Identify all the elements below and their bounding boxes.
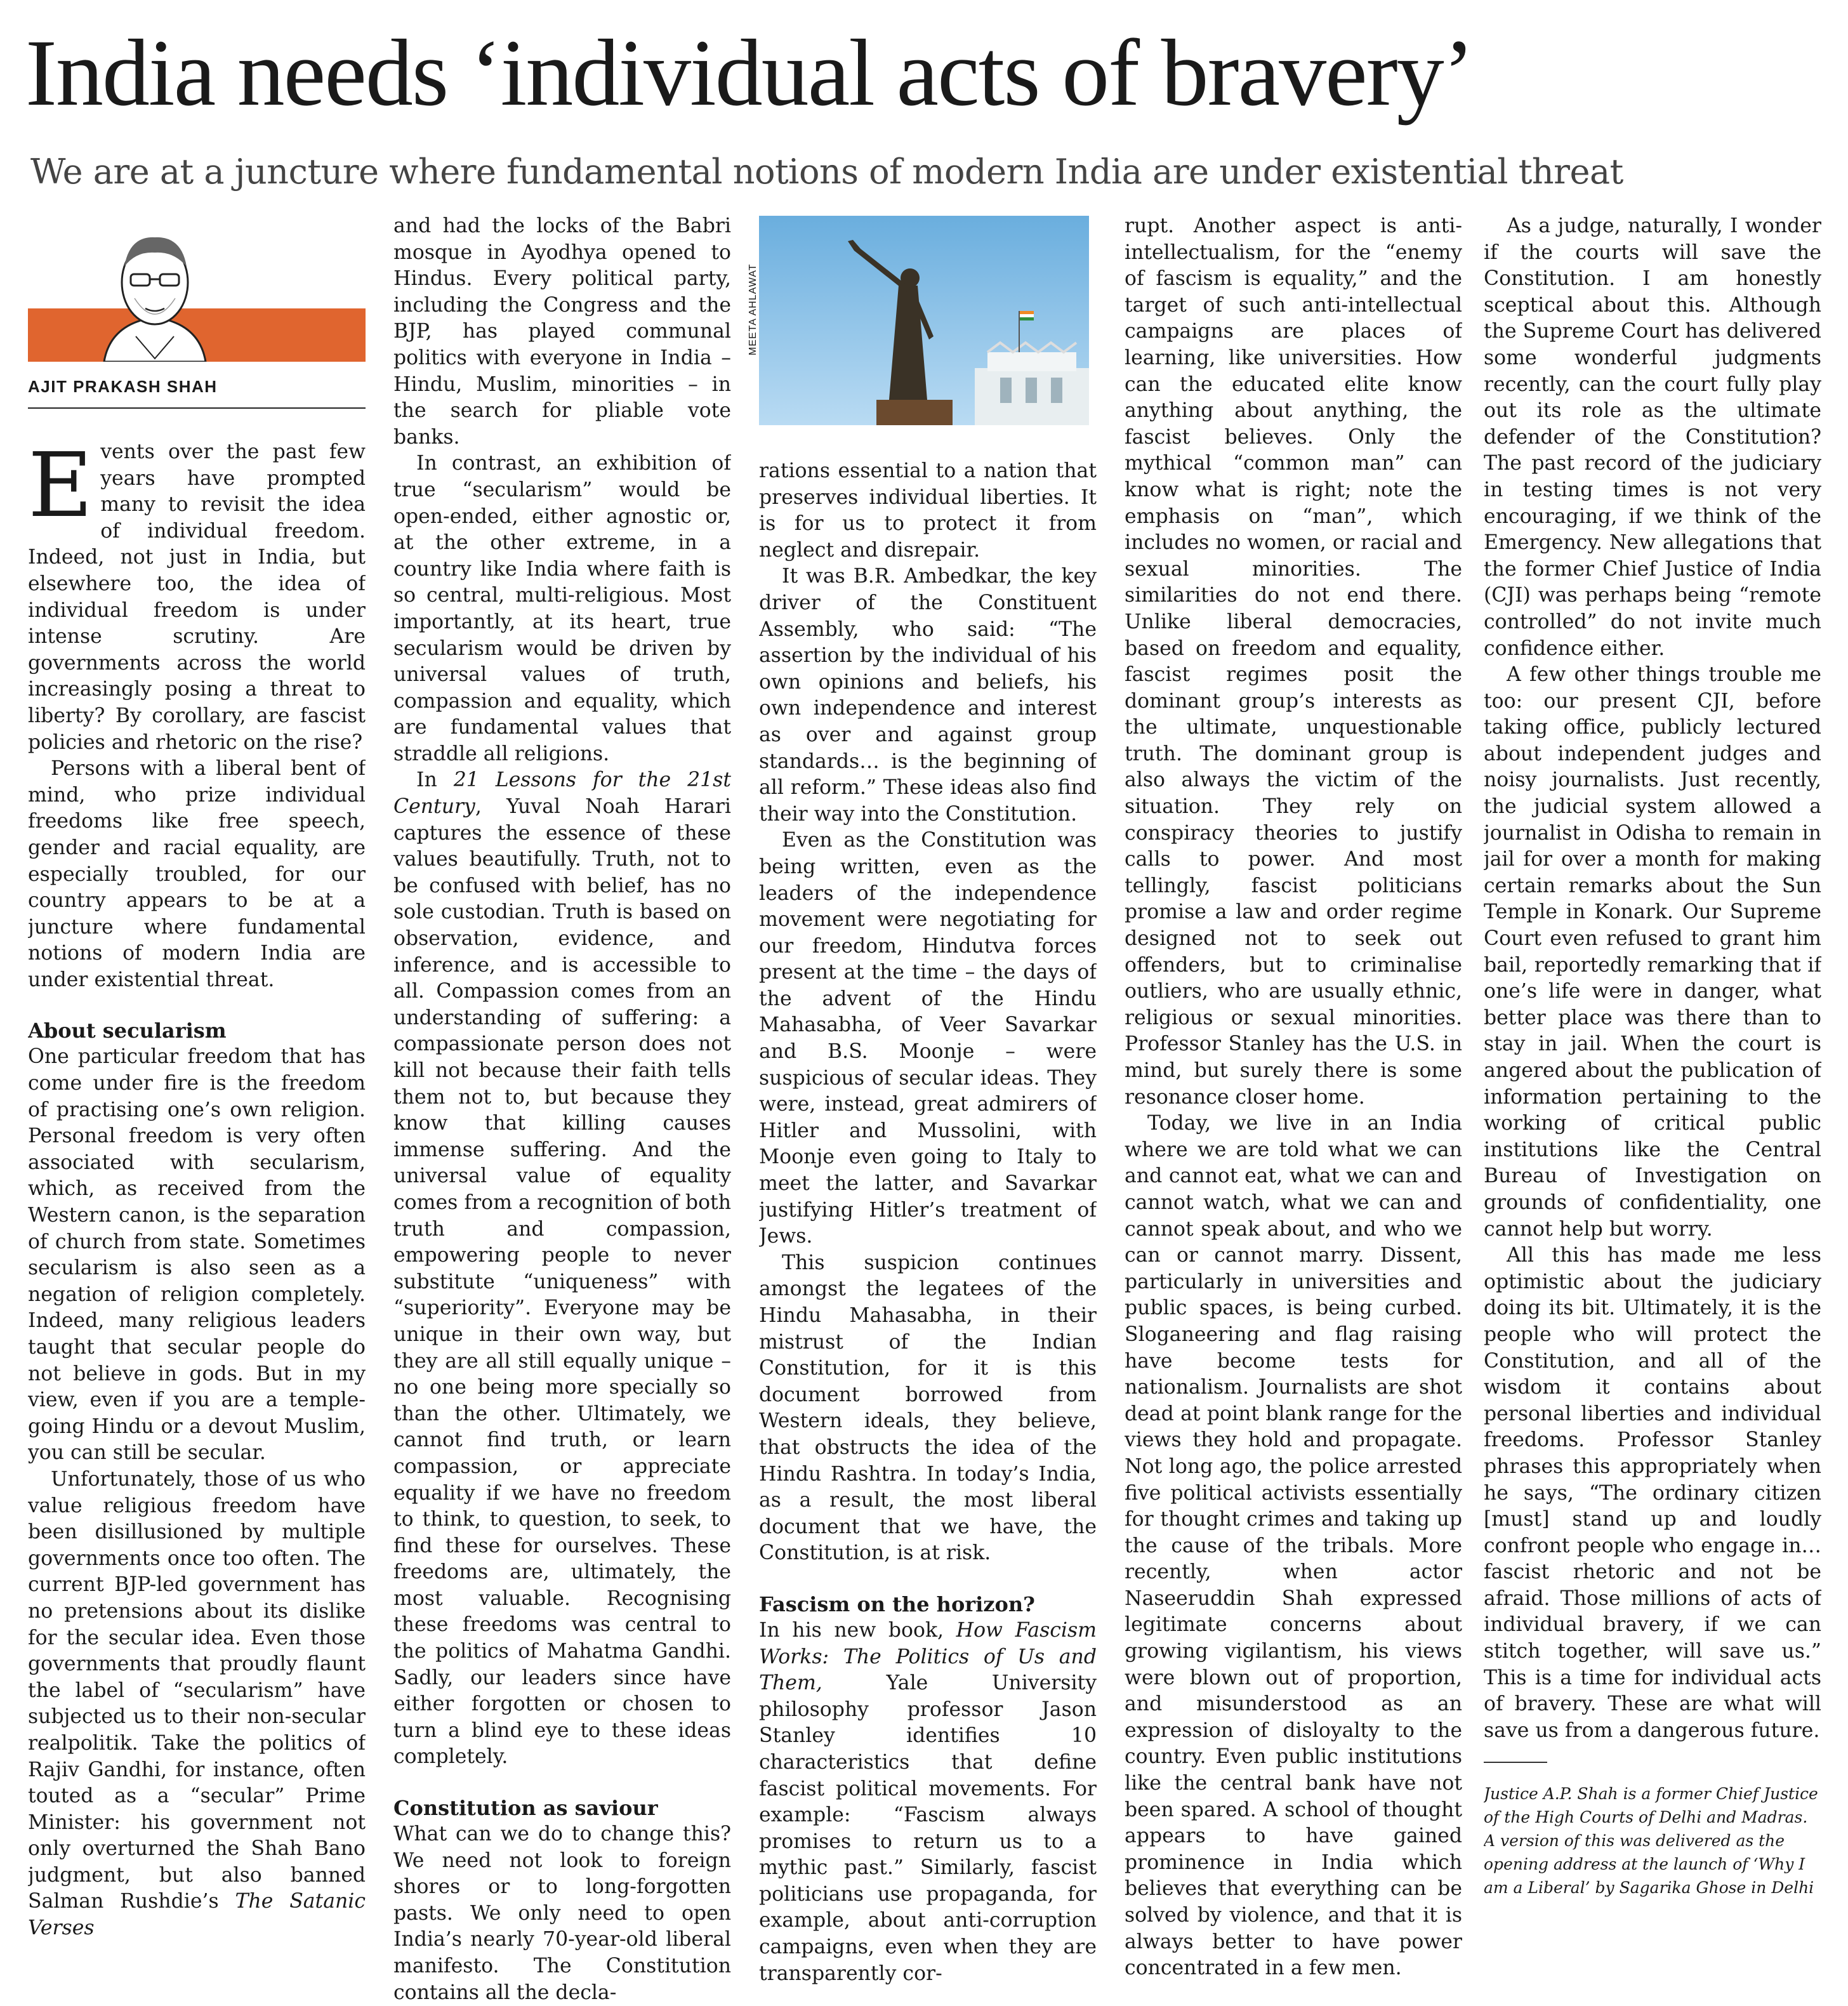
drop-cap: E bbox=[28, 434, 93, 538]
headline: India needs ‘individual acts of bravery’ bbox=[25, 20, 1474, 126]
subheading: About secularism bbox=[28, 1019, 227, 1043]
paragraph: One particular freedom that has come under fire is the freedom of practising one’s own religion. Personal freedom is very often associated with secularism, which, as received from the Western canon, is the separation of church from state. Sometimes secularism is also seen as a negation of religion completely. Indeed, many religious leaders taught that secular people do not believe in gods. But in my view, even if you are a temple-going Hindu or a devout Muslim, you can still be secular. bbox=[28, 1045, 366, 1465]
paragraph: Events over the past few years have prompted many to revisit the idea of individual freedom. Indeed, not just in India, but elsewhere too, the idea of individual freedom is under intense scrutiny. Are governments across the world increasingly posing a threat to liberty? By corollary, are fascist policies and rhetoric on the rise? bbox=[28, 434, 366, 754]
column-5 bbox=[1484, 213, 1821, 1899]
paragraph: Even as the Constitution was being written, even as the leaders of the independence movement were negotiating for our freedom, Hindutva forces present at the time – the days of the advent of the Hindu Mahasabha, of Veer Savarkar and B.S. Moonje – were suspicious of secular ideas. They were, instead, great admirers of Hitler and Mussolini, with Moonje even going to Italy to meet the latter, and Savarkar justifying Hitler’s treatment of Jews. bbox=[759, 829, 1097, 1248]
column-4 bbox=[1125, 213, 1462, 1982]
subheading: Constitution as saviour bbox=[393, 1796, 658, 1821]
paragraph: Persons with a liberal bent of mind, who prize individual freedoms like free speech, gender and racial equality, are especially troubled, for our country appears to be at a juncture where fundamental notions of modern India are under existential threat. bbox=[28, 757, 366, 991]
paragraph: and had the locks of the Babri mosque in Ayodhya opened to Hindus. Every political party, including the Congress and the BJP, has played communal politics with everyone in India – Hindu, Muslim, minorities – in the search for pliable vote banks. bbox=[393, 214, 731, 449]
book-title: How Fascism Works: The Politics of Us and Them, bbox=[759, 1618, 1097, 1695]
paragraph: In contrast, an exhibition of true “secularism” would be open-ended, either agnostic or, at the other extreme, in a country like India where faith is so central, multi-religious. Most importantly, at its heart, true secularism would be driven by universal values of truth, compassion and equality, which are fundamental values that straddle all religions. bbox=[393, 452, 731, 765]
paragraph: rations essential to a nation that preserves individual liberties. It is for us to protect it from neglect and disrepair. bbox=[759, 459, 1097, 562]
column-3 bbox=[759, 213, 1097, 1987]
paragraph: A few other things trouble me too: our present CJI, before taking office, publicly lectured about independent judges and noisy journalists. Just recently, the judicial system allowed a journalist in Odisha to remain in jail for over a month for making certain remarks about the Sun Temple in Konark. Our Supreme Court even refused to grant him bail, reportedly remarking that if one’s life were in danger, what better place was there than to stay in jail. When the court is angered about the publication of information pertaining to the working of critical public institutions like the Central Bureau of Investigation on grounds of confidentiality, one cannot help but worry. bbox=[1484, 663, 1821, 1241]
paragraph: Today, we live in an India where we are told what we can and cannot eat, what we can and cannot watch, what we can and cannot speak about, and who we can or cannot marry. Dissent, particularly in universities and public spaces, is being curbed. Sloganeering and flag raising have become tests for nationalism. Journalists are shot dead at point blank range for the views they hold and propagate. Not long ago, the police arrested five political activists essentially for thought crimes and taking up the cause of the tribals. More recently, when actor Naseeruddin Shah expressed legitimate concerns about growing vigilantism, his views were blown out of proportion, and misunderstood as an expression of disloyalty to the country. Even public institutions like the central bank have not been spared. A school of thought appears to have gained prominence in India which believes that everything can be solved by violence, and that it is always better to have power concentrated in a few men. bbox=[1125, 1112, 1462, 1980]
paragraph: In his new book, How Fascism Works: The Politics of Us and Them, Yale University philosophy professor Jason Stanley identifies 10 characteristics that define fascist political movements. For example: “Fascism always promises to return us to a mythic past.” Similarly, fascist politicians use propaganda, for example, about anti-corruption campaigns, even when they are transparently cor- bbox=[759, 1618, 1097, 1985]
author-bio: Justice A.P. Shah is a former Chief Justice of the High Courts of Delhi and Madras. A version of this was delivered as the opening address at the launch of ‘Why I am a Liberal’ by Sagarika Ghose in Delhi bbox=[1484, 1785, 1818, 1897]
subheading: Fascism on the horizon? bbox=[759, 1592, 1035, 1616]
paragraph: What can we do to change this? We need not look to foreign shores or to long-forgotten pasts. We only need to open India’s nearly 70-year-old liberal manifesto. The Constitution contains all the decla- bbox=[393, 1823, 731, 2004]
paragraph: This suspicion continues amongst the legatees of the Hindu Mahasabha, in their mistrust of the Indian Constitution, for it is this document borrowed from Western ideals, they believe, that obstructs the idea of the Hindu Rashtra. In today’s India, as a result, the most liberal document that we have, the Constitution, is at risk. bbox=[759, 1251, 1097, 1565]
bio-divider bbox=[1484, 1762, 1547, 1763]
book-title: 21 Lessons for the 21st Century bbox=[393, 769, 731, 819]
book-title: The Satanic Verses bbox=[28, 1890, 366, 1940]
standfirst: We are at a juncture where fundamental notions of modern India are under existential threat bbox=[30, 152, 1623, 192]
column-2 bbox=[393, 213, 731, 2006]
paragraph: It was B.R. Ambedkar, the key driver of the Constituent Assembly, who said: “The assertion by the individual of his own opinions and beliefs, his own independence and interest as over and against group standards… is the beginning of all reform.” These ideas also find their way into the Constitution. bbox=[759, 565, 1097, 826]
paragraph: All this has made me less optimistic about the judiciary doing its bit. Ultimately, it is the people who will protect the Constitution, and all of the wisdom it contains about personal liberties and individual freedoms. Professor Stanley phrases this appropriately when he says, “The ordinary citizen [must] stand up and loudly confront people who engage in… fascist rhetoric and not be afraid. Those millions of acts of individual bravery, if we can stitch together, will save us.” This is a time for individual acts of bravery. These are what will save us from a dangerous future. bbox=[1484, 1244, 1821, 1742]
photo-credit: MEETA AHLAWAT bbox=[748, 263, 758, 355]
paragraph: rupt. Another aspect is anti-intellectualism, for the “enemy of fascism is equality,” and the target of such anti-intellectual campaigns are places of learning, like universities. How can the educated elite know anything about anything, the fascist believes. Only the mythical “common man” can know what is right; note the emphasis on “man”, which includes no women, or racial and sexual minorities. The similarities do not end there. Unlike liberal democracies, based on freedom and equality, fascist regimes posit the dominant group’s interests as the ultimate, unquestionable truth. The dominant group is also always the victim of the situation. They rely on conspiracy theories to justify calls to power. And most tellingly, fascist politicians promise a law and order regime designed not to seek out offenders, but to criminalise outliers, who are usually ethnic, religious or sexual minorities. Professor Stanley has the U.S. in mind, but surely there is some resonance closer home. bbox=[1125, 214, 1462, 1109]
paragraph: In 21 Lessons for the 21st Century, Yuval Noah Harari captures the essence of these values beautifully. Truth, not to be confused with belief, has no sole custodian. Truth is based on observation, evidence, and inference, and is accessible to all. Compassion comes from an understanding of suffering: a compassionate person does not kill not because their faith tells them not to, but because they know that killing causes immense suffering. And the universal value of equality comes from a recognition of both truth and compassion, empowering people to never substitute “uniqueness” with “superiority”. Everyone may be unique in their own way, but they are all still equally unique – no one being more specially so than the other. Ultimately, we cannot find truth, or learn compassion, or appreciate equality if we have no freedom to think, to question, to seek, to find these for ourselves. These freedoms are, ultimately, the most valuable. Recognising these freedoms was central to the politics of Mahatma Gandhi. Sadly, our leaders since have either forgotten or chosen to turn a blind eye to these ideas completely. bbox=[393, 769, 731, 1769]
byline: AJIT PRAKASH SHAH bbox=[28, 377, 218, 396]
column-1 bbox=[28, 213, 366, 1942]
paragraph: As a judge, naturally, I wonder if the courts will save the Constitution. I am honestly sceptical about this. Although the Supreme Court has delivered some wonderful judgments recently, can the court fully play out its role as the ultimate defender of the Constitution? The past record of the judiciary in testing times is not very encouraging, if we think of the Emergency. New allegations that the former Chief Justice of India (CJI) was perhaps being “remote controlled” do not invite much confidence either. bbox=[1484, 214, 1821, 660]
paragraph: Unfortunately, those of us who value religious freedom have been disillusioned by multiple governments once too often. The current BJP-led government has no pretensions about its dislike for the secular idea. Even those governments that proudly flaunt the label of “secularism” have subjected us to their non-secular realpolitik. Take the politics of Rajiv Gandhi, for instance, often touted as a “secular” Prime Minister: his government not only overturned the Shah Bano judgment, but also banned Salman Rushdie’s The Satanic Verses bbox=[28, 1467, 366, 1940]
